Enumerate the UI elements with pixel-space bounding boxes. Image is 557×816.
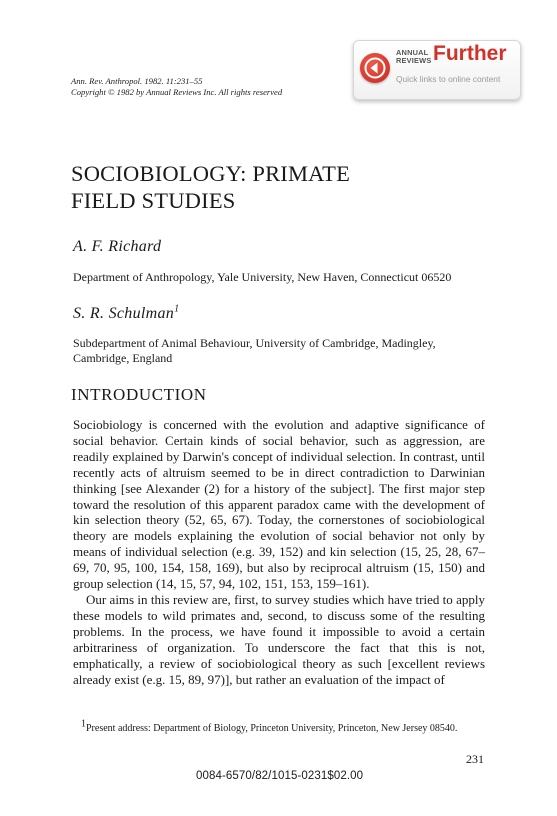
article-title	[71, 160, 350, 214]
copyright-line: Copyright © 1982 by Annual Reviews Inc. All rights reserved	[71, 87, 283, 97]
footnote-marker: 1	[81, 718, 86, 730]
paragraph: Sociobiology is concerned with the evolution and adaptive significance of social behavior. Certain kinds of social behavior, such as aggression, are readily explained by Darwin's concept of individual selection. In contrast, until recently acts of altruism seemed to be in direct contradiction to Darwinian thinking [see Alexander (2) for a history of the subject]. The first major step toward the resolution of this apparent paradox came with the development of kin selection theory (52, 65, 67). Today, the cornerstones of sociobiological theory are models explaining the evolution of social behavior not only by means of individual selection (e.g. 39, 152) and kin selection (15, 25, 28, 67–69, 70, 95, 100, 154, 158, 169), but also by reciprocal altruism (15, 150) and group selection (14, 15, 57, 94, 102, 151, 153, 159–161).	[73, 417, 485, 592]
author-footnote-marker: 1	[174, 303, 180, 315]
author-affiliation	[73, 270, 493, 285]
article-code: 0084-6570/82/1015-0231$02.00	[196, 770, 364, 782]
badge-publisher	[396, 49, 431, 64]
badge-further-text: Further	[433, 42, 507, 65]
badge-tagline: Quick links to online content	[396, 74, 501, 84]
section-heading: INTRODUCTION	[71, 385, 207, 404]
badge-reviews-text: REVIEWS	[396, 55, 432, 65]
badge-annual-text: ANNUAL	[396, 48, 429, 57]
author-name	[73, 238, 161, 256]
body-text	[73, 417, 485, 687]
author-affiliation	[73, 336, 493, 366]
further-logo-icon	[360, 53, 390, 83]
author-name	[73, 305, 179, 323]
author-name-text: A. F. Richard	[73, 238, 162, 255]
footnote-text: Present address: Department of Biology, Princeton University, Princeton, New Jersey 08540.	[86, 723, 458, 734]
journal-citation	[71, 76, 282, 98]
title-line: SOCIOBIOLOGY: PRIMATE	[71, 161, 351, 186]
affiliation-line: Subdepartment of Animal Behaviour, University of Cambridge, Madingley,	[73, 336, 436, 350]
title-line: FIELD STUDIES	[71, 188, 236, 213]
further-badge[interactable]	[353, 40, 521, 100]
author-name-text: S. R. Schulman	[73, 305, 175, 322]
journal-citation-line: Ann. Rev. Anthropol. 1982. 11:231–55	[71, 76, 203, 86]
affiliation-line: Department of Anthropology, Yale University, New Haven, Connecticut 06520	[73, 270, 452, 284]
page-number: 231	[466, 752, 484, 766]
footnote	[73, 718, 485, 735]
affiliation-line: Cambridge, England	[73, 351, 173, 365]
paragraph: Our aims in this review are, first, to survey studies which have tried to apply these models to wild primates and, second, to discuss some of the resulting problems. In the process, we have found it impossible to avoid a certain arbitrariness of organization. To underscore the fact that this is not, emphatically, a review of sociobiological theory as such [excellent reviews already exist (e.g. 15, 89, 97)], but rather an evaluation of the impact of	[73, 591, 485, 687]
